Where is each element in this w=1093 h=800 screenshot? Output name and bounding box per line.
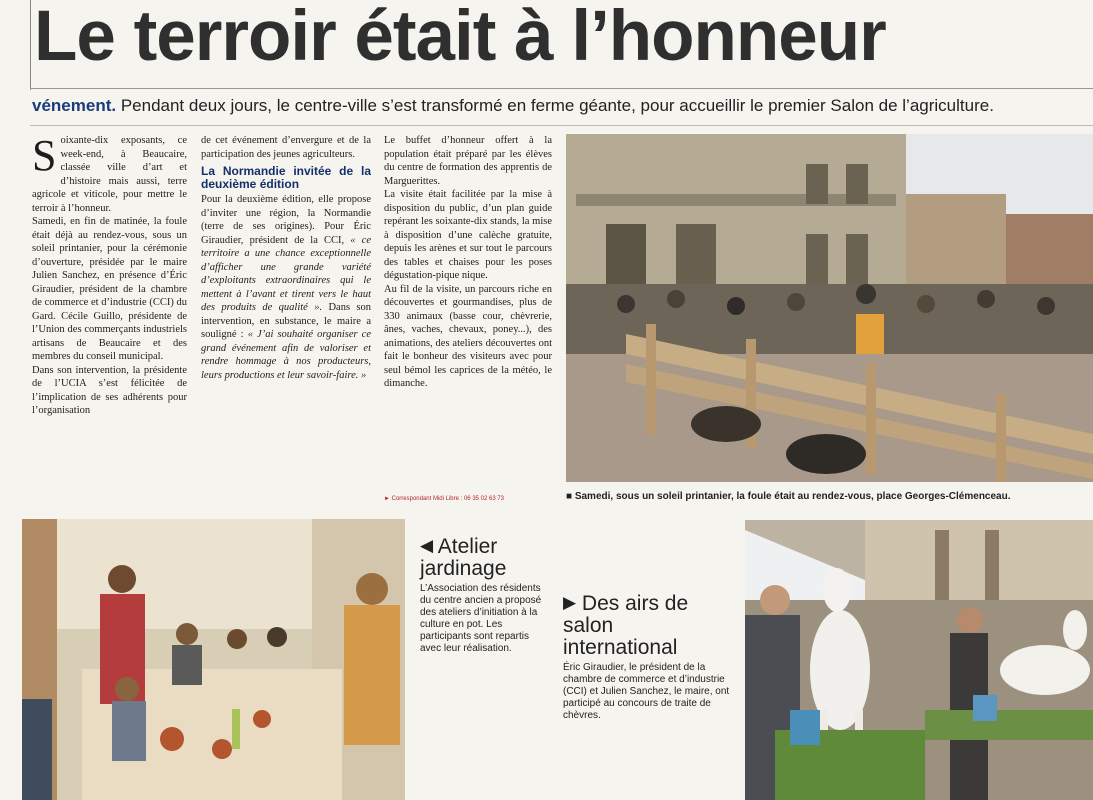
standfirst-keyword: vénement. [32,96,117,115]
salon-caption-title [563,592,731,659]
intro-text: oixante-dix exposants, ce week-end, à Beaucaire, classée ville d’art et d’histoire mais aussi, terre agricole et viticole, pour mettre le terroir à l’honneur. [32,135,187,214]
photo-caption: ■ Samedi, sous un soleil printanier, la foule était au rendez-vous, place Georges-Clémenceau. [566,491,1011,502]
gardening-caption-body: L’Association des résidents du centre ancien a proposé des ateliers d’initiation à la culture en pot. Les participants sont repartis avec leur réalisation. [420,583,542,654]
standfirst [32,96,1092,116]
article-column-3 [384,134,552,494]
paragraph: Au fil de la visite, un parcours riche en découvertes et gourmandises, plus de 330 animaux (basse cour, chèvrerie, ânes, vaches, chevaux, poney...), des animations, des ateliers découvertes ont fait le bonheur des visiteurs avec pour seul bémol les caprices de la météo, le dimanche. [384,283,552,389]
column-rule [30,0,31,90]
correspondent-credit: ► Correspondant Midi Libre : 06 35 02 63 73 [384,496,505,502]
paragraph: Le buffet d’honneur offert à la population était préparé par les élèves du centre de formation des apprentis de Marguerittes. [384,135,552,187]
text-run: Dans son intervention, en substance, le maire a souligné : [201,302,371,340]
standfirst-text: Pendant deux jours, le centre-ville s’est transformé en ferme géante, pour accueillir le premier Salon de l’agriculture. [116,96,994,115]
gardening-workshop-photo [22,519,405,800]
caption-title-text: Atelier jardinage [420,535,507,580]
paragraph [201,193,371,382]
salon-caption [563,592,731,722]
paragraph: de cet événement d’envergure et de la participation des jeunes agriculteurs. [201,135,371,160]
quote: « ce territoire a une chance exceptionnelle d’afficher une grande variété d’exploitants extraordinaires qui le mettent à l’avant et tirent vers le haut des produits de qualité ». [201,234,371,313]
text-run: Pour la deuxième édition, elle propose d’inviter une région, la Normandie (terre de ses origines). Pour Éric Giraudier, président de la CCI, [201,194,371,246]
crowd-photo [566,134,1093,482]
left-arrow-icon: ◀ [420,536,434,555]
headline-rule [30,88,1093,89]
drop-cap: S [32,134,57,180]
article-column-1 [32,134,187,510]
article-column-2 [201,134,371,510]
paragraph: Samedi, en fin de matinée, la foule était déjà au rendez-vous, sous un soleil printanier, pour la cérémonie d’ouverture, présidée par le maire Julien Sanchez, en présence d’Éric Giraudier, président de la chambre de commerce et d’industrie (CCI) du Gard. Cécile Guillo, présidente de l’Union des commerçants industriels artisans de Beaucaire et des membres du conseil municipal. [32,216,187,362]
paragraph: Dans son intervention, la présidente de l’UCIA s’est félicitée de l’implication de ses adhérents pour l’organisation [32,364,187,416]
subheading: La Normandie invitée de la deuxième édition [201,164,371,191]
gardening-caption-title [420,535,542,580]
headline: Le terroir était à l’honneur [34,0,886,76]
intro-paragraph [32,134,187,215]
standfirst-rule [30,125,1093,126]
salon-caption-body: Éric Giraudier, le président de la chambre de commerce et d’industrie (CCI) et Julien Sanchez, le maire, ont participé au concours de traite de chèvres. [563,662,730,721]
goat-milking-photo [745,520,1093,800]
paragraph: La visite était facilitée par la mise à disposition du public, d’un plan guide repérant les soixante-dix stands, la mise à disposition d’une calèche gratuite, depuis les arènes et sur tout le parcours des tables et chaises pour les poses dégustation-pique nique. [384,189,552,281]
quote: « J’ai souhaité organiser ce grand événement afin de valoriser et rendre hommage à nos producteurs, leurs productions et leur savoir-faire. » [201,329,371,381]
gardening-caption [420,535,542,655]
right-arrow-icon: ▶ [563,593,577,612]
caption-title-text: Des airs de salon international [563,592,689,659]
